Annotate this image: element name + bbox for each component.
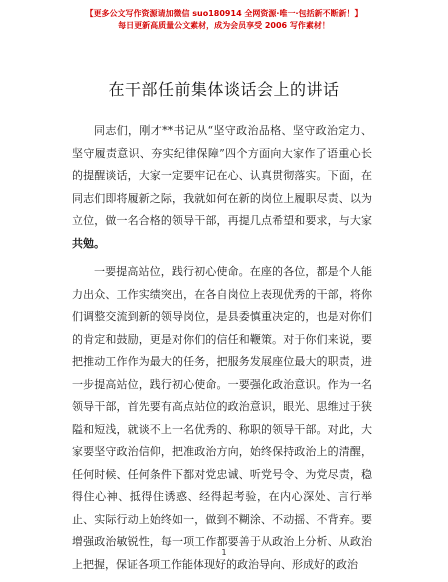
- paragraph-1-text: 同志们，刚才**书记从“坚守政治品格、坚守政治定力、坚守履责意识、夯实纪律保障”四个方面向大家作了语重心长的提醒谈话，大家一定要牢记在心、认真贯彻落实。下面，在同志们即将履新之际，我就如何在新的岗位上履职尽责、以为立位，做一名合格的领导干部，再提几点希望和要求，与大家: [72, 124, 372, 227]
- promo-banner: [0, 8, 448, 32]
- promo-banner-line-2: 每日更新高质量公文素材，成为会员享受 2006 写作素材！: [118, 21, 330, 30]
- page-number: 1: [221, 548, 227, 557]
- paragraph-1-end: 共勉。: [72, 236, 105, 250]
- document-body: [72, 120, 372, 582]
- paragraph-1: [72, 120, 372, 255]
- promo-banner-line-1: 【更多公文写作资源请加微信 suo180914 全网资源·唯一·包括新不断新！】: [85, 9, 363, 18]
- paragraph-2: 一要提高站位，践行初心使命。在座的各位，都是个人能力出众、工作实绩突出，在各自岗位上表现优秀的干部，将你们调整交流到新的领导岗位，是县委慎重决定的，也是对你们的肯定和鼓励，更是对你们的信任和鞭策。对于你们来说，要把推动工作作为最大的任务，把服务发展座位最大的职责，进一步提高站位，践行初心使命。一要强化政治意识。作为一名领导干部，首先要有高点站位的政治意识，眼光、思维过于狭隘和短浅，就谈不上一名优秀的、称职的领导干部。对此，大家要坚守政治信仰，把准政治方向，始终保持政治上的清醒，任何时候、任何条件下都对党忠诚、听党号令、为党尽责，稳得住心神、抵得住诱惑、经得起考验，在内心深处、言行举止、实际行动上始终如一，做到不糊涂、不动摇、不背弃。要增强政治敏锐性，每一项工作都要善于从政治上分析、从政治上把握，保证各项工作能体现好的政治导向、形成好的政治: [72, 265, 372, 571]
- document-title: 在干部任前集体谈话会上的讲话: [108, 80, 340, 99]
